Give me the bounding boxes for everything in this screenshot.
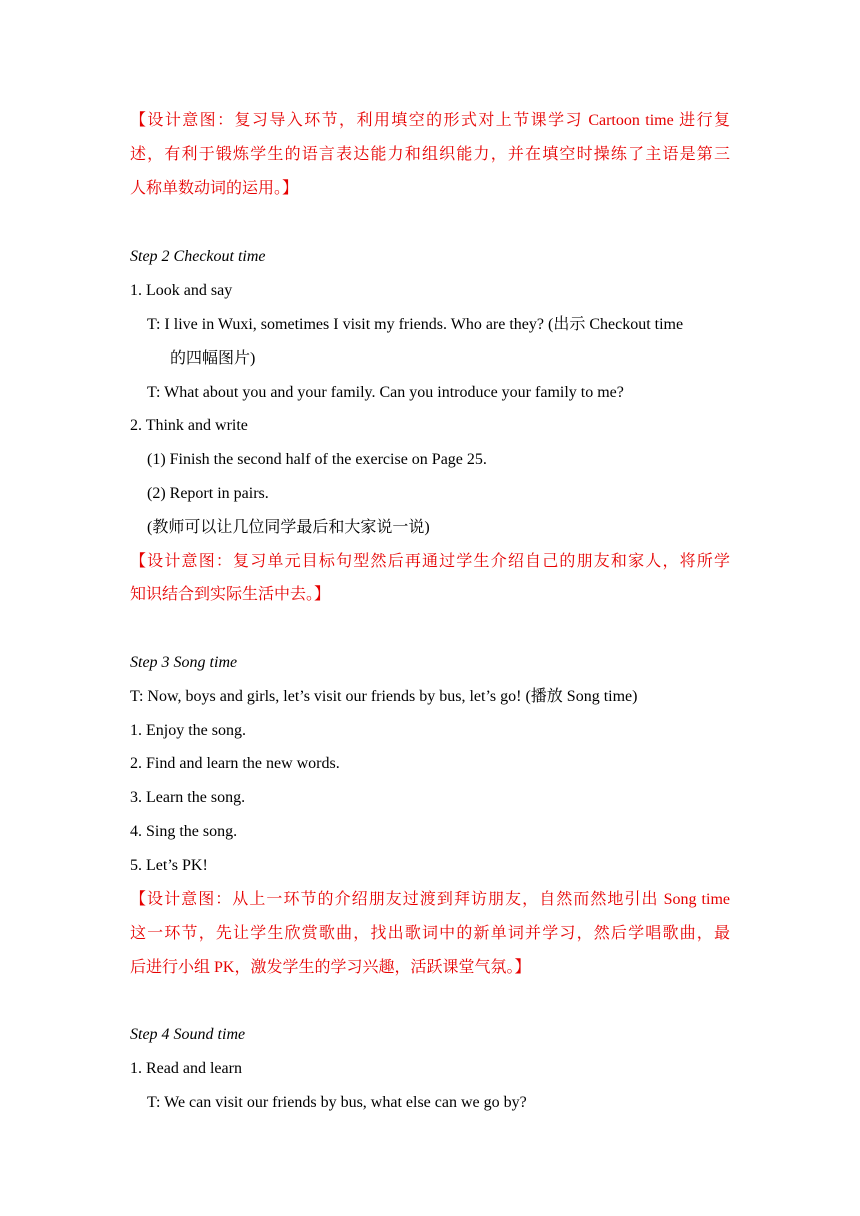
step-2-title: Step 2 Checkout time <box>130 248 266 265</box>
step-3-item-1: 1. Enjoy the song. <box>130 722 246 739</box>
step-2-teacher-line-2: T: What about you and your family. Can you introduce your family to me? <box>147 384 624 401</box>
step-2-subitem-2: (2) Report in pairs. <box>147 485 269 502</box>
step-2-teacher-line-1: T: I live in Wuxi, sometimes I visit my friends. Who are they? (出示 Checkout time <box>147 316 684 333</box>
design-intent-2-line-2: 知识结合到实际生活中去。】 <box>130 586 331 603</box>
step-2-item-1: 1. Look and say <box>130 282 233 299</box>
design-intent-2-line-1: 【设计意图：复习单元目标句型然后再通过学生介绍自己的朋友和家人，将所学 <box>130 553 730 570</box>
step-2-subitem-1: (1) Finish the second half of the exercise on Page 25. <box>147 451 487 468</box>
design-intent-3-line-3: 后进行小组 PK，激发学生的学习兴趣，活跃课堂气氛。】 <box>130 959 531 976</box>
step-3-teacher-line: T: Now, boys and girls, let’s visit our friends by bus, let’s go! (播放 Song time) <box>130 688 638 705</box>
design-intent-3-line-2: 这一环节，先让学生欣赏歌曲，找出歌词中的新单词并学习，然后学唱歌曲，最 <box>130 925 730 942</box>
step-4-item-1: 1. Read and learn <box>130 1060 242 1077</box>
step-3-item-2: 2. Find and learn the new words. <box>130 755 340 772</box>
step-3-item-4: 4. Sing the song. <box>130 823 238 840</box>
step-3-title: Step 3 Song time <box>130 654 238 671</box>
design-intent-3-line-1: 【设计意图：从上一环节的介绍朋友过渡到拜访朋友，自然而然地引出 Song time <box>130 891 730 908</box>
step-2-teacher-line-1-cont: 的四幅图片) <box>170 350 256 367</box>
step-3-item-5: 5. Let’s PK! <box>130 857 208 874</box>
step-4-title: Step 4 Sound time <box>130 1026 246 1043</box>
step-3-item-3: 3. Learn the song. <box>130 789 246 806</box>
step-2-note: (教师可以让几位同学最后和大家说一说) <box>147 519 430 536</box>
design-intent-1-line-2: 述，有利于锻炼学生的语言表达能力和组织能力，并在填空时操练了主语是第三 <box>130 146 730 163</box>
design-intent-1-line-1: 【设计意图：复习导入环节，利用填空的形式对上节课学习 Cartoon time 进行复 <box>130 112 730 129</box>
step-2-item-2: 2. Think and write <box>130 417 248 434</box>
design-intent-1-line-3: 人称单数动词的运用。】 <box>130 180 299 197</box>
step-4-teacher-line: T: We can visit our friends by bus, what else can we go by? <box>147 1094 527 1111</box>
